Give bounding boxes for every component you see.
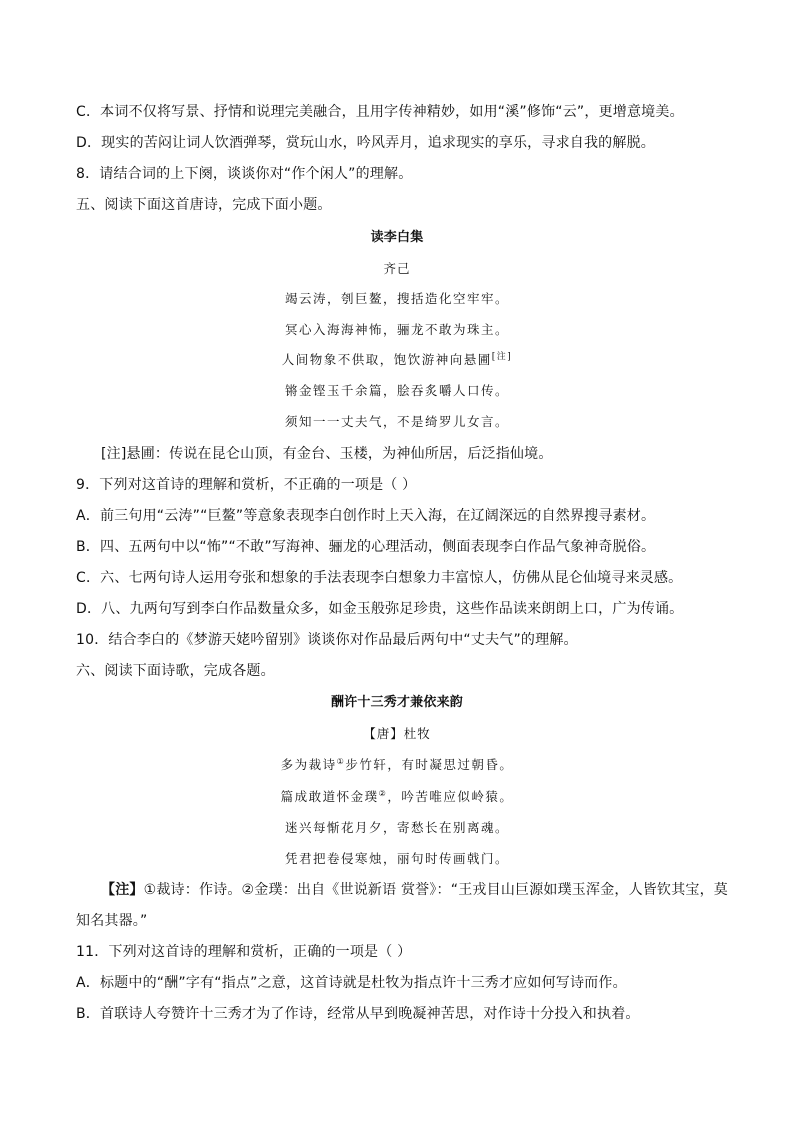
note-label: 【注】 bbox=[101, 882, 144, 898]
poem-line: 凭君把卷侵寒烛，丽句时传画戟门。 bbox=[284, 851, 509, 866]
poem-line-part: 多为裁诗 bbox=[280, 757, 337, 772]
poem-author: 齐己 bbox=[383, 261, 411, 276]
q9-option-c: C．六、七两句诗人运用夸张和想象的手法表现李白想象力丰富惊人，仿佛从昆仑仙境寻来灵感。 bbox=[76, 570, 683, 586]
poem-author: 【唐】杜牧 bbox=[363, 726, 431, 741]
poem-line: 竭云涛，刳巨鳌，搜括造化空牢牢。 bbox=[284, 291, 509, 306]
poem-title: 酬许十三秀才兼依来韵 bbox=[330, 695, 463, 710]
poem-title: 读李白集 bbox=[370, 230, 424, 245]
poem-line: 锵金铿玉千余篇，脍吞炙嚼人口传。 bbox=[284, 383, 509, 398]
poem-line bbox=[0, 755, 794, 775]
q11-option-b: B．首联诗人夸赞许十三秀才为了作诗，经常从早到晚凝神苦思，对作诗十分投入和执着。 bbox=[76, 1006, 640, 1022]
poem-line-part: 步竹轩，有时凝思过朝昏。 bbox=[345, 757, 514, 772]
q11-option-a: A．标题中的“酬”字有“指点”之意，这首诗就是杜牧为指点许十三秀才应如何写诗而作。 bbox=[76, 975, 627, 991]
poem-note bbox=[101, 880, 736, 900]
note-text: ①裁诗：作诗。②金璞：出自《世说新语 赏誉》：“王戎目山巨源如璞玉浑金，人皆钦其宝，莫 bbox=[143, 882, 729, 898]
poem-note-continued: 知名其器。” bbox=[76, 913, 148, 929]
poem-line-text: 人间物象不供取，饱饮游神向悬圃 bbox=[281, 352, 492, 367]
poem-line bbox=[0, 350, 794, 372]
poem-line-part: 篇成敢道怀金璞 bbox=[280, 789, 379, 804]
poem-line bbox=[0, 787, 794, 807]
prev-option-c: C．本词不仅将写景、抒情和说理完美融合，且用字传神精妙，如用“溪”修饰“云”，更增意境美。 bbox=[76, 104, 684, 120]
note-marker: [注] bbox=[491, 352, 513, 362]
q9-option-b: B．四、五两句中以“怖”“不敢”写海神、骊龙的心理活动，侧面表现李白作品气象神奇脱俗。 bbox=[76, 539, 656, 555]
poem-line: 须知一一丈夫气，不是绮罗儿女言。 bbox=[284, 414, 509, 429]
poem-note: [注]悬圃：传说在昆仑山顶，有金台、玉楼，为神仙所居，后泛指仙境。 bbox=[101, 446, 553, 462]
question-11: 11．下列对这首诗的理解和赏析，正确的一项是（ ） bbox=[76, 944, 412, 960]
q9-option-a: A．前三句用“云涛”“巨鳌”等意象表现李白创作时上天入海，在辽阔深远的自然界搜寻素材。 bbox=[76, 508, 656, 524]
poem-line: 迷兴每惭花月夕，寄愁长在别离魂。 bbox=[284, 820, 509, 835]
poem-line-part: ，吟苦唯应似岭猿。 bbox=[387, 789, 514, 804]
note-marker: ① bbox=[336, 756, 346, 766]
question-10: 10．结合李白的《梦游天姥吟留别》谈谈你对作品最后两句中“丈夫气”的理解。 bbox=[76, 632, 578, 648]
q9-option-d: D．八、九两句写到李白作品数量众多，如金玉般弥足珍贵，这些作品读来朗朗上口，广为传诵。 bbox=[76, 601, 684, 617]
poem-line: 冥心入海海神怖，骊龙不敢为珠主。 bbox=[284, 322, 509, 337]
note-marker: ② bbox=[378, 788, 388, 798]
section-6-heading: 六、阅读下面诗歌，完成各题。 bbox=[76, 663, 275, 679]
section-5-heading: 五、阅读下面这首唐诗，完成下面小题。 bbox=[76, 197, 332, 213]
prev-option-d: D．现实的苦闷让词人饮酒弹琴，赏玩山水，吟风弄月，追求现实的享乐，寻求自我的解脱。 bbox=[76, 135, 655, 151]
question-8: 8．请结合词的上下阕，谈谈你对“作个闲人”的理解。 bbox=[76, 166, 413, 182]
question-9: 9．下列对这首诗的理解和赏析，不正确的一项是（ ） bbox=[76, 477, 417, 493]
